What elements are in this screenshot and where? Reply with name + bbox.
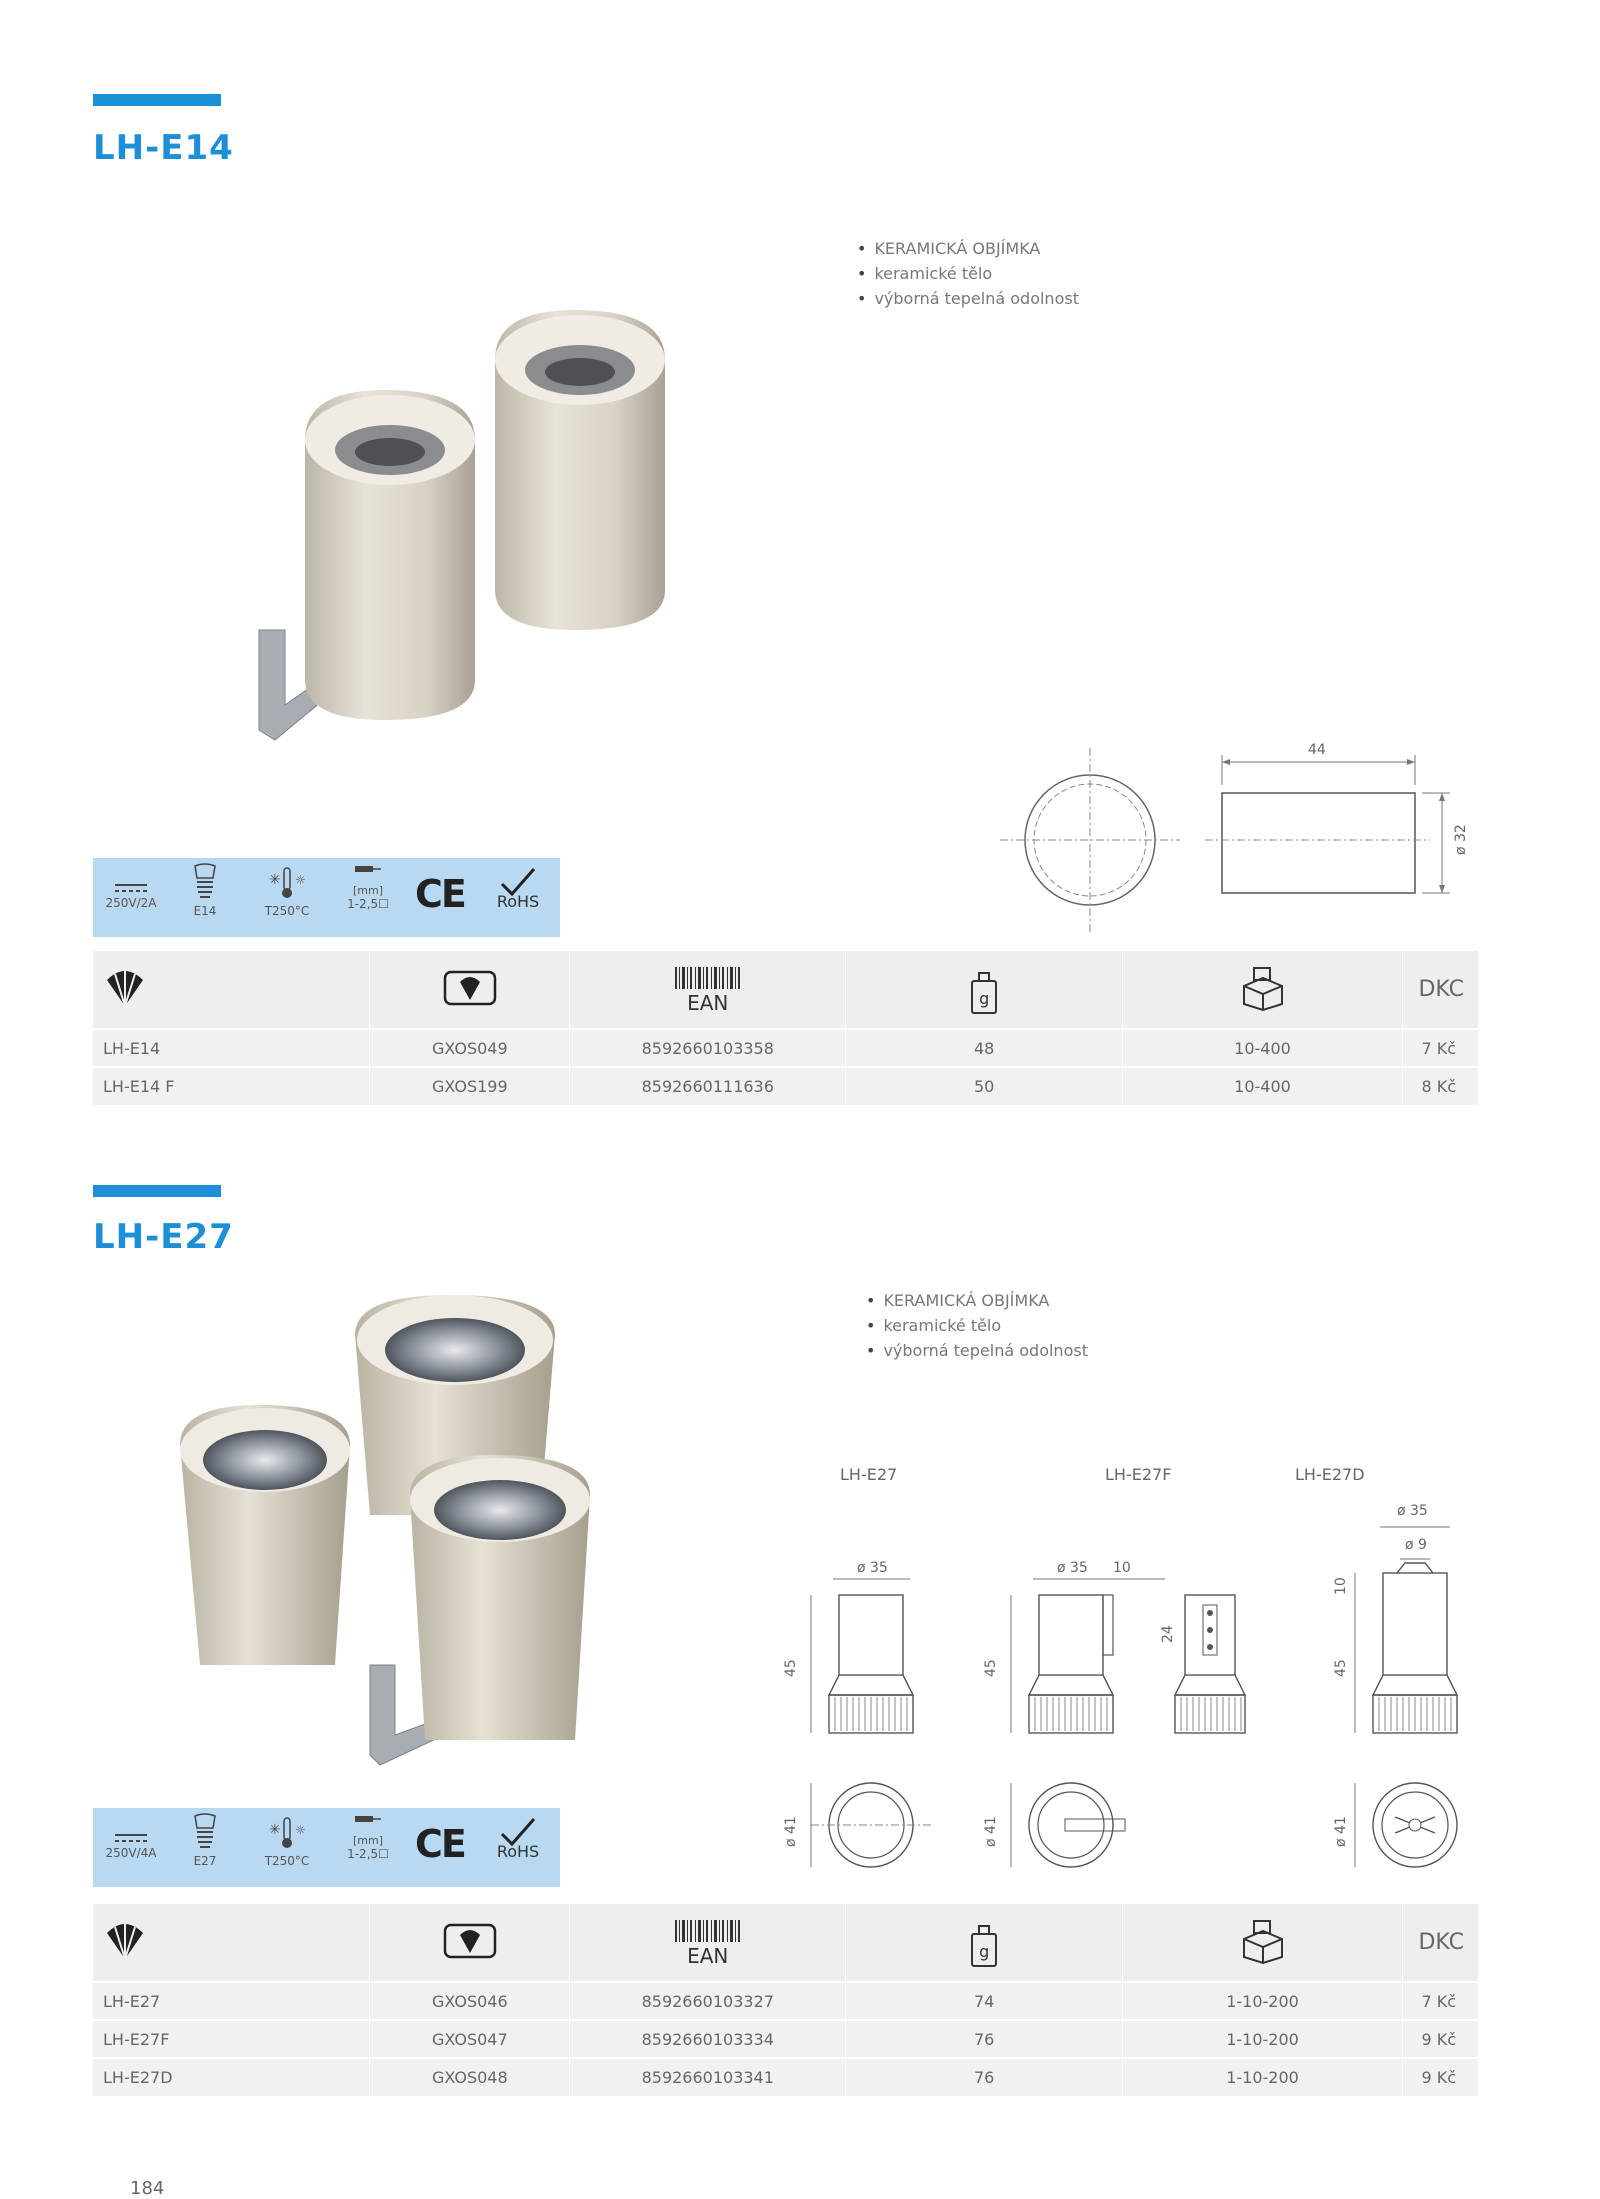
- product-name: LH-E27: [93, 1982, 370, 2020]
- drawing-e27f-side: [983, 1560, 1245, 1733]
- section1-accent-bar: [93, 94, 221, 106]
- product-header: [93, 1904, 370, 1982]
- product-name: LH-E27F: [93, 2020, 370, 2058]
- section1-product-photo: [255, 310, 705, 750]
- cable-cell: [338, 1814, 398, 1861]
- bulb-base-icon: [192, 1814, 218, 1852]
- wire-icon: [353, 1814, 383, 1832]
- code-header: [370, 1904, 570, 1982]
- feature-item: • keramické tělo: [866, 1313, 1088, 1338]
- dimension-length-label: 44: [1308, 742, 1326, 758]
- table-row: [93, 1029, 1479, 1067]
- product-price: 7 Kč: [1402, 1982, 1478, 2020]
- section2-product-table: [93, 1904, 1479, 2096]
- cable-label: 1-2,5☐: [347, 897, 389, 911]
- table-row: [93, 1982, 1479, 2020]
- product-price: 9 Kč: [1402, 2020, 1478, 2058]
- cable-cell: [338, 864, 398, 911]
- drawing-label-e27f: LH-E27F: [1105, 1465, 1172, 1484]
- weight-label: g: [979, 989, 990, 1008]
- temperature-label: T250°C: [264, 1854, 310, 1868]
- barcode-icon: [673, 1920, 743, 1942]
- dim-d9: ø 9: [1405, 1537, 1427, 1553]
- dim-w10: 10: [1333, 1577, 1349, 1595]
- product-header: [93, 951, 370, 1029]
- code-header: [370, 951, 570, 1029]
- product-code: GXOS048: [370, 2058, 570, 2096]
- product-ean: 8592660103358: [570, 1029, 846, 1067]
- dkc-header: DKC: [1402, 951, 1478, 1029]
- product-pack: 1-10-200: [1123, 1982, 1403, 2020]
- thermometer-icon: [267, 1814, 307, 1852]
- voltage-icon: [113, 882, 149, 894]
- drawing-label-e27d: LH-E27D: [1295, 1465, 1365, 1484]
- feature-item: • výborná tepelná odolnost: [866, 1338, 1088, 1363]
- table-header-row: [93, 951, 1479, 1029]
- rohs-label: RoHS: [496, 1842, 540, 1861]
- box-pack-icon: [1238, 966, 1288, 1010]
- product-name: LH-E14: [93, 1029, 370, 1067]
- product-price: 7 Kč: [1402, 1029, 1478, 1067]
- drawing-e27d-side: [1333, 1503, 1457, 1733]
- feature-item: • keramické tělo: [857, 261, 1079, 286]
- svg-text:✳: ✳: [269, 1822, 281, 1838]
- section1-feature-list: [857, 236, 1079, 311]
- dim-d41: ø 41: [983, 1816, 999, 1847]
- ean-header: [570, 1904, 846, 1982]
- dim-d35: ø 35: [1057, 1560, 1088, 1576]
- svg-text:☼: ☼: [295, 873, 306, 887]
- product-weight: 50: [846, 1067, 1123, 1105]
- rating-cell: [103, 882, 159, 910]
- drawing-label-e27: LH-E27: [840, 1465, 898, 1484]
- drawing-e27-side: [783, 1560, 913, 1733]
- base-cell: [185, 864, 225, 918]
- svg-text:✳: ✳: [269, 872, 281, 888]
- ean-header: [570, 951, 846, 1029]
- product-ean: 8592660103334: [570, 2020, 846, 2058]
- dim-d35: ø 35: [1397, 1503, 1428, 1519]
- voltage-icon: [113, 1832, 149, 1844]
- section2-technical-drawings: [765, 1455, 1485, 1875]
- dkc-header: DKC: [1402, 1904, 1478, 1982]
- dim-h45: 45: [983, 1659, 999, 1677]
- section1-icon-panel: [93, 858, 560, 937]
- pack-header: [1123, 951, 1403, 1029]
- dim-d35: ø 35: [857, 1560, 888, 1576]
- cable-label: 1-2,5☐: [347, 1847, 389, 1861]
- rating-label: 250V/2A: [105, 896, 157, 910]
- table-row: [93, 2058, 1479, 2096]
- product-ean: 8592660103327: [570, 1982, 846, 2020]
- product-price: 8 Kč: [1402, 1067, 1478, 1105]
- product-ean: 8592660111636: [570, 1067, 846, 1105]
- dim-h45: 45: [783, 1659, 799, 1677]
- section2-product-photo: [160, 1295, 620, 1775]
- product-weight: 48: [846, 1029, 1123, 1067]
- ce-mark: CE: [415, 872, 465, 916]
- thermometer-icon: [267, 864, 307, 902]
- svg-text:☼: ☼: [295, 1823, 306, 1837]
- box-pack-icon: [1238, 1919, 1288, 1963]
- section1-technical-drawing: [990, 720, 1490, 940]
- drawing-e27f-bottom: [983, 1783, 1125, 1867]
- product-pack: 10-400: [1123, 1067, 1403, 1105]
- rohs-cell: [493, 866, 543, 911]
- package-code-icon: [442, 968, 498, 1008]
- bulb-base-icon: [192, 864, 218, 902]
- product-name: LH-E14 F: [93, 1067, 370, 1105]
- section1-title: LH-E14: [93, 128, 234, 168]
- temperature-label: T250°C: [264, 904, 310, 918]
- wire-icon: [353, 864, 383, 882]
- dimension-diameter-label: ø 32: [1453, 824, 1469, 855]
- drawing-e27-bottom: [783, 1783, 931, 1867]
- feature-item: • výborná tepelná odolnost: [857, 286, 1079, 311]
- section2-title: LH-E27: [93, 1217, 234, 1257]
- dim-d41: ø 41: [1333, 1816, 1349, 1847]
- product-weight: 76: [846, 2020, 1123, 2058]
- dim-w10: 10: [1113, 1560, 1131, 1576]
- section2-accent-bar: [93, 1185, 221, 1197]
- product-code: GXOS046: [370, 1982, 570, 2020]
- table-header-row: [93, 1904, 1479, 1982]
- product-pack: 1-10-200: [1123, 2058, 1403, 2096]
- product-name: LH-E27D: [93, 2058, 370, 2096]
- drawing-e27d-bottom: [1333, 1783, 1457, 1867]
- product-pack: 1-10-200: [1123, 2020, 1403, 2058]
- section1-product-table: [93, 951, 1479, 1105]
- package-code-icon: [442, 1921, 498, 1961]
- rohs-label: RoHS: [496, 892, 540, 911]
- page-number: 184: [130, 2178, 165, 2199]
- rohs-cell: [493, 1816, 543, 1861]
- ce-mark: CE: [415, 1822, 465, 1866]
- product-ean: 8592660103341: [570, 2058, 846, 2096]
- shell-logo-icon: [103, 1919, 147, 1963]
- table-row: [93, 2020, 1479, 2058]
- ean-label: EAN: [687, 1943, 729, 1968]
- base-cell: [185, 1814, 225, 1868]
- rating-label: 250V/4A: [105, 1846, 157, 1860]
- product-code: GXOS047: [370, 2020, 570, 2058]
- mm-label: [mm]: [352, 1834, 383, 1847]
- product-pack: 10-400: [1123, 1029, 1403, 1067]
- product-weight: 74: [846, 1982, 1123, 2020]
- pack-header: [1123, 1904, 1403, 1982]
- barcode-icon: [673, 967, 743, 989]
- table-row: [93, 1067, 1479, 1105]
- weight-header: [846, 1904, 1123, 1982]
- temperature-cell: [259, 864, 315, 918]
- dim-d41: ø 41: [783, 1816, 799, 1847]
- section2-icon-panel: [93, 1808, 560, 1887]
- ean-label: EAN: [687, 990, 729, 1015]
- dim-h45: 45: [1333, 1659, 1349, 1677]
- base-label: E27: [193, 1854, 217, 1868]
- feature-item: • KERAMICKÁ OBJÍMKA: [866, 1288, 1088, 1313]
- shell-logo-icon: [103, 966, 147, 1010]
- feature-item: • KERAMICKÁ OBJÍMKA: [857, 236, 1079, 261]
- temperature-cell: [259, 1814, 315, 1868]
- section2-feature-list: [866, 1288, 1088, 1363]
- product-weight: 76: [846, 2058, 1123, 2096]
- rating-cell: [103, 1832, 159, 1860]
- base-label: E14: [193, 904, 217, 918]
- product-code: GXOS199: [370, 1067, 570, 1105]
- dim-h24: 24: [1160, 1625, 1176, 1643]
- mm-label: [mm]: [352, 884, 383, 897]
- weight-header: [846, 951, 1123, 1029]
- product-price: 9 Kč: [1402, 2058, 1478, 2096]
- weight-label: g: [979, 1942, 990, 1961]
- product-code: GXOS049: [370, 1029, 570, 1067]
